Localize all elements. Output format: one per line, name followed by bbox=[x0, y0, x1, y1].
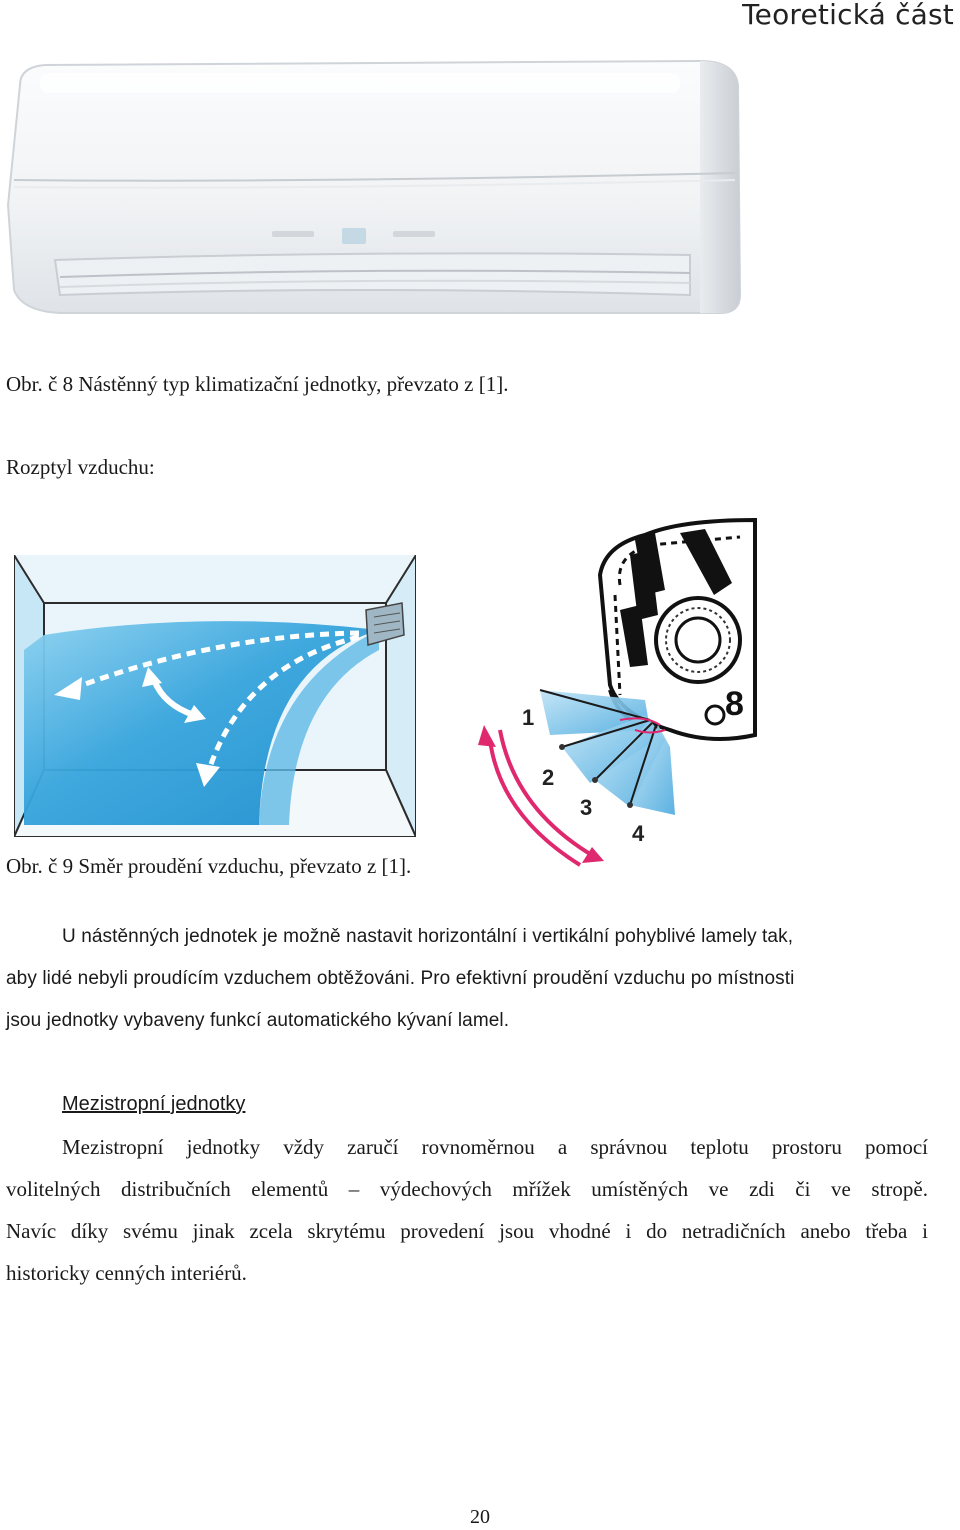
page-number: 20 bbox=[470, 1506, 490, 1528]
room-airflow-diagram bbox=[14, 555, 416, 837]
paragraph-ceiling-units bbox=[6, 1126, 928, 1294]
paragraph-line: historicky cenných interiérů. bbox=[6, 1261, 247, 1285]
wall-ac-unit-image bbox=[0, 55, 760, 320]
paragraph-line: Navíc díky svému jinak zcela skrytému provedení jsou vhodné i do netradičních anebo třeba i bbox=[6, 1219, 928, 1243]
unit-number-label: 8 bbox=[725, 685, 744, 723]
paragraph-louvers bbox=[6, 916, 928, 1042]
louver-position-2: 2 bbox=[542, 765, 555, 790]
paragraph-line: volitelných distribučních elementů – výdechových mřížek umístěných ve zdi či ve stropě. bbox=[6, 1177, 928, 1201]
paragraph-line: jsou jednotky vybaveny funkcí automatického kývaní lamel. bbox=[6, 1010, 510, 1031]
page-header-title: Teoretická část bbox=[742, 0, 954, 31]
section-label: Rozptyl vzduchu: bbox=[6, 455, 155, 479]
figure-9-caption: Obr. č 9 Směr proudění vzduchu, převzato z [1]. bbox=[6, 854, 412, 878]
louver-position-diagram bbox=[470, 515, 760, 875]
paragraph-line: Mezistropní jednotky vždy zaručí rovnoměrnou a správnou teplotu prostoru pomocí bbox=[62, 1135, 928, 1159]
louver-position-3: 3 bbox=[580, 795, 593, 820]
paragraph-line: U nástěnných jednotek je možně nastavit horizontální i vertikální pohyblivé lamely tak, bbox=[62, 926, 794, 947]
section-subheading: Mezistropní jednotky bbox=[62, 1093, 246, 1115]
louver-position-4: 4 bbox=[632, 821, 645, 846]
paragraph-line: aby lidé nebyli proudícím vzduchem obtěžováni. Pro efektivní proudění vzduchu po místnosti bbox=[6, 968, 795, 989]
louver-position-1: 1 bbox=[522, 705, 535, 730]
figure-8-caption: Obr. č 8 Nástěnný typ klimatizační jednotky, převzato z [1]. bbox=[6, 372, 509, 396]
